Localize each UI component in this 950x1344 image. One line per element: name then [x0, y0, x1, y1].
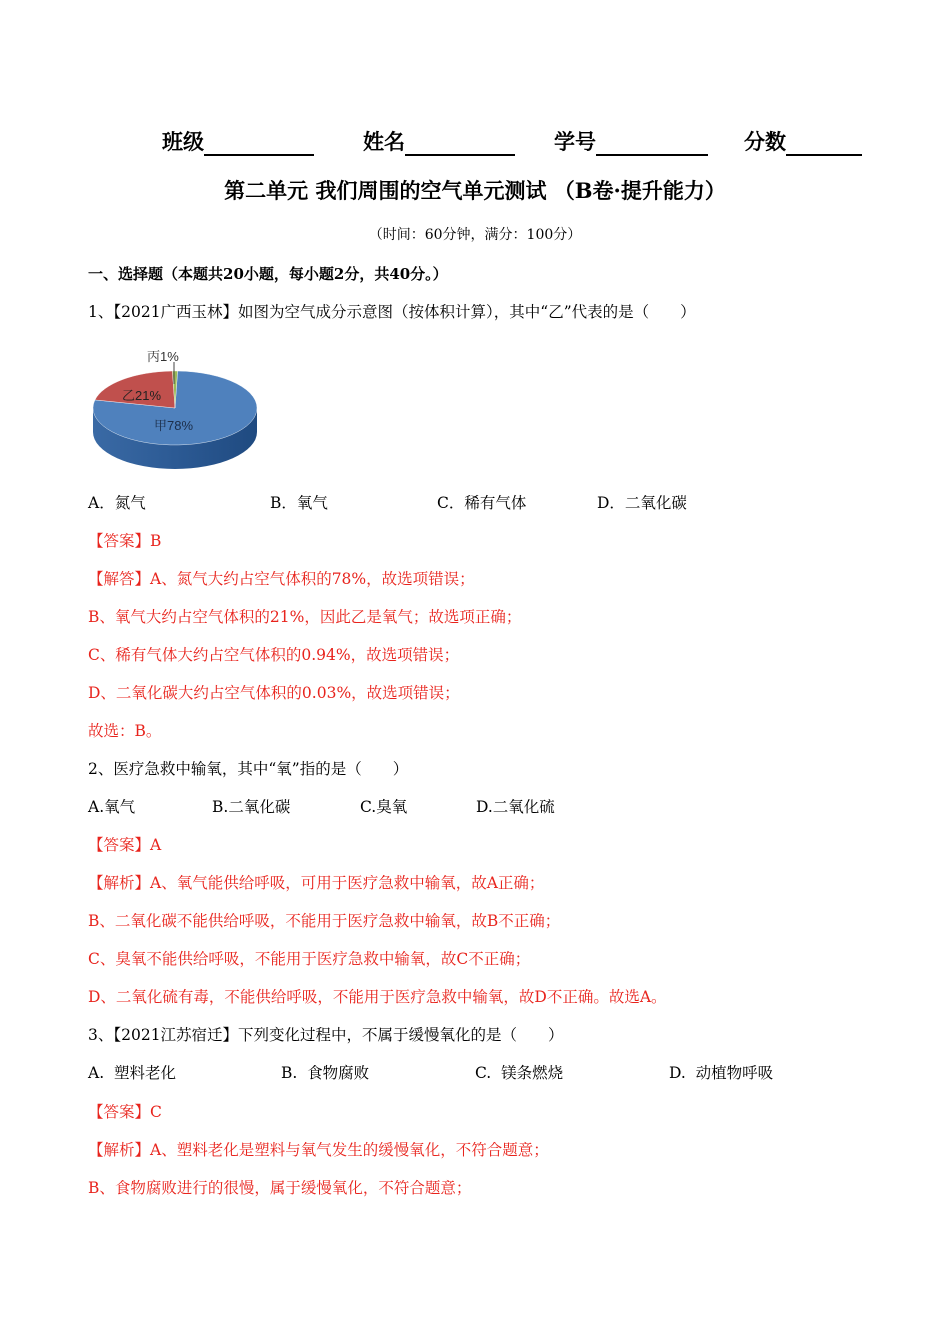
q2-analysis-4: D、二氧化硫有毒，不能供给呼吸，不能用于医疗急救中输氧，故D不正确。故选A。: [88, 988, 667, 1006]
q2-option-a[interactable]: A.氧气: [88, 798, 136, 816]
question-3-stem: 3、【2021江苏宿迁】下列变化过程中，不属于缓慢氧化的是（ ）: [88, 1026, 564, 1044]
q2-analysis-1: 【解析】A、氧气能供给呼吸，可用于医疗急救中输氧，故A正确；: [88, 874, 545, 892]
name-blank[interactable]: [405, 132, 515, 156]
class-field: [162, 126, 314, 156]
q1-analysis-3: C、稀有气体大约占空气体积的0.94%，故选项错误；: [88, 646, 460, 664]
q1-option-d[interactable]: D．二氧化碳: [597, 494, 687, 512]
id-label: 学号: [554, 129, 596, 154]
q2-analysis-3: C、臭氧不能供给呼吸，不能用于医疗急救中输氧，故C不正确；: [88, 950, 531, 968]
q3-analysis-1: 【解析】A、塑料老化是塑料与氧气发生的缓慢氧化，不符合题意；: [88, 1141, 549, 1159]
q1-option-c[interactable]: C．稀有气体: [437, 494, 527, 512]
q3-answer: 【答案】C: [88, 1103, 162, 1121]
question-1-stem: 1、【2021广西玉林】如图为空气成分示意图（按体积计算），其中“乙”代表的是（ ）: [88, 303, 696, 321]
q1-option-b[interactable]: B．氧气: [270, 494, 328, 512]
q2-option-d[interactable]: D.二氧化硫: [476, 798, 555, 816]
name-label: 姓名: [363, 129, 405, 154]
score-label: 分数: [744, 129, 786, 154]
q2-option-c[interactable]: C.臭氧: [360, 798, 408, 816]
pie-label-bing: 丙1%: [147, 349, 179, 364]
pie-label-jia: 甲78%: [154, 418, 194, 433]
q2-option-b[interactable]: B.二氧化碳: [212, 798, 291, 816]
q1-option-a[interactable]: A．氮气: [88, 494, 146, 512]
q2-answer: 【答案】A: [88, 836, 162, 854]
q1-analysis-1: 【解答】A、氮气大约占空气体积的78%，故选项错误；: [88, 570, 475, 588]
id-blank[interactable]: [596, 132, 708, 156]
id-field: [554, 126, 708, 156]
q3-option-b[interactable]: B. 食物腐败: [281, 1064, 370, 1082]
page-subtitle: （时间：60分钟，满分：100分）: [368, 227, 582, 243]
q1-analysis-2: B、氧气大约占空气体积的21%，因此乙是氧气；故选项正确；: [88, 608, 522, 626]
q3-option-c[interactable]: C. 镁条燃烧: [475, 1064, 564, 1082]
q1-analysis-4: D、二氧化碳大约占空气体积的0.03%，故选项错误；: [88, 684, 460, 702]
pie-label-yi: 乙21%: [122, 388, 162, 403]
q1-analysis-5: 故选：B。: [88, 722, 162, 740]
question-2-stem: 2、医疗急救中输氧，其中“氧”指的是（ ）: [88, 760, 409, 778]
q3-option-a[interactable]: A. 塑料老化: [88, 1064, 176, 1082]
class-label: 班级: [162, 129, 204, 154]
score-field: [744, 126, 862, 156]
score-blank[interactable]: [786, 132, 862, 156]
name-field: [363, 126, 515, 156]
q1-answer: 【答案】B: [88, 532, 162, 550]
q3-option-d[interactable]: D. 动植物呼吸: [669, 1064, 774, 1082]
q3-analysis-2: B、食物腐败进行的很慢，属于缓慢氧化，不符合题意；: [88, 1179, 472, 1197]
q2-analysis-2: B、二氧化碳不能供给呼吸，不能用于医疗急救中输氧，故B不正确；: [88, 912, 561, 930]
air-composition-pie-chart: [88, 340, 263, 475]
section-title: 一、选择题（本题共20小题，每小题2分，共40分。）: [88, 265, 448, 283]
class-blank[interactable]: [204, 132, 314, 156]
page-title: 第二单元 我们周围的空气单元测试 （B卷·提升能力）: [224, 178, 726, 203]
